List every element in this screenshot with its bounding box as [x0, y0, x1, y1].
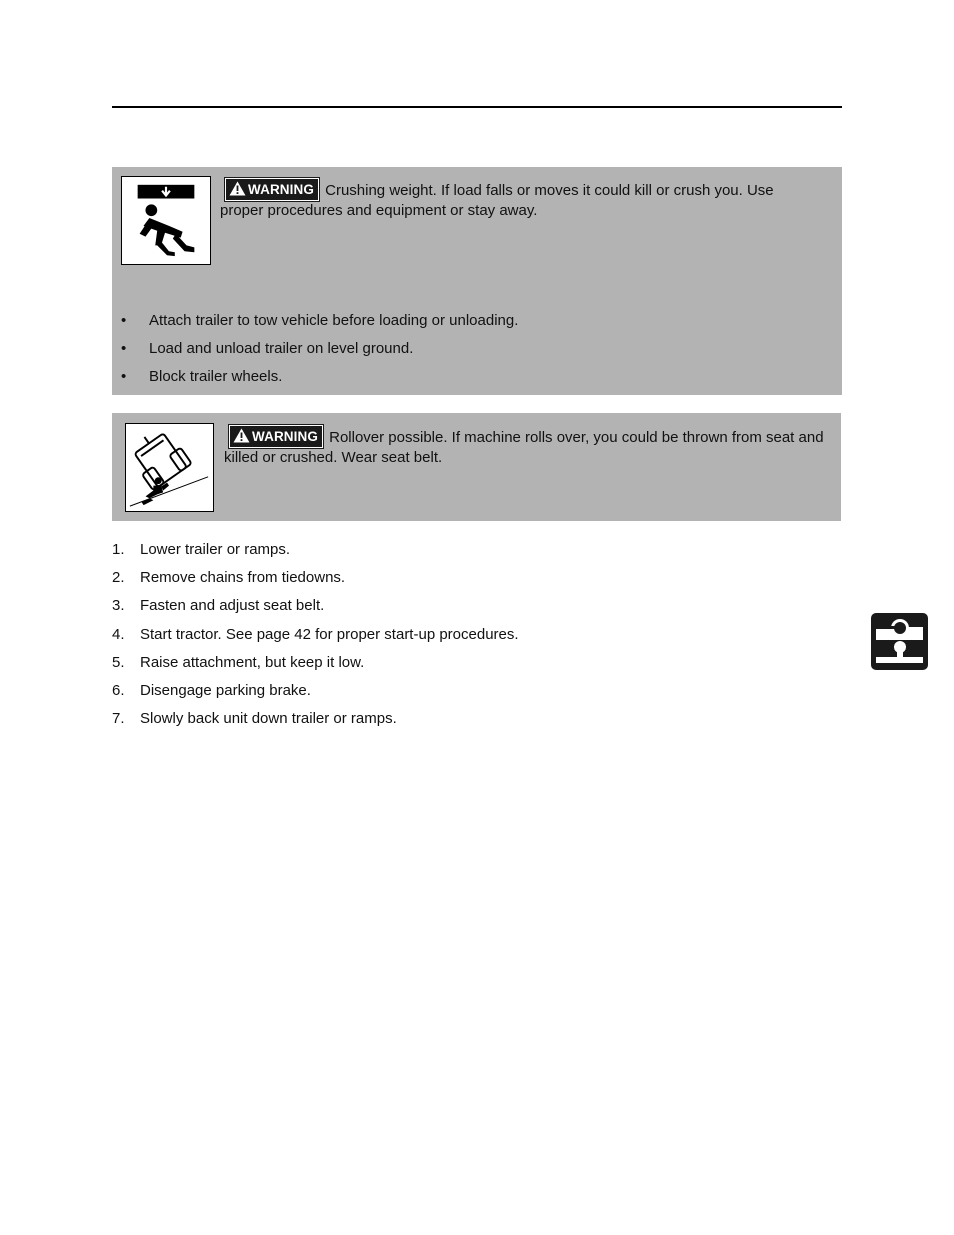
alert-triangle-icon: [233, 428, 250, 443]
list-item: [112, 339, 518, 367]
list-item-text: Load and unload trailer on level ground.: [149, 340, 414, 357]
warning-message: Rollover possible. If machine rolls over, you could be thrown from seat and killed or crushed. Wear seat belt.: [224, 429, 824, 466]
step-number: 1.: [112, 541, 125, 558]
warning-badge-label: WARNING: [248, 182, 314, 197]
list-item-text: Block trailer wheels.: [149, 368, 283, 385]
warning-badge: [225, 178, 319, 201]
step-text: Slowly back unit down trailer or ramps.: [140, 710, 397, 728]
precaution-list: [112, 311, 518, 395]
list-item: [112, 311, 518, 339]
warning-text: [220, 178, 820, 220]
step-number: 7.: [112, 710, 125, 728]
step-text: Disengage parking brake.: [140, 681, 311, 699]
step-number: 6.: [112, 681, 125, 699]
step-item: [112, 625, 519, 653]
step-item: [112, 653, 519, 681]
operating-section-tab-icon[interactable]: [871, 613, 928, 670]
bullet-symbol: •: [121, 340, 127, 357]
step-number: 5.: [112, 653, 125, 671]
warning-badge: [229, 425, 323, 448]
alert-triangle-icon: [229, 181, 246, 196]
step-number: 3.: [112, 597, 125, 615]
warning-box-crushing: [112, 167, 842, 395]
step-item: [112, 568, 519, 596]
list-item: [112, 367, 518, 395]
header-rule: [112, 106, 842, 108]
rollover-pictogram-icon: [125, 423, 214, 512]
step-text: Remove chains from tiedowns.: [140, 569, 346, 587]
step-item: [112, 681, 519, 709]
step-text: Start tractor. See page 42 for proper start-up procedures.: [140, 625, 519, 643]
unloading-steps: [112, 540, 519, 737]
warning-box-rollover: [112, 413, 841, 521]
step-item: [112, 540, 519, 568]
warning-message: Crushing weight. If load falls or moves it could kill or crush you. Use proper procedures and equipment or stay away.: [220, 182, 774, 219]
warning-text: [224, 425, 829, 467]
list-item-text: Attach trailer to tow vehicle before loading or unloading.: [149, 312, 519, 329]
bullet-symbol: •: [121, 368, 127, 385]
warning-badge-label: WARNING: [252, 429, 318, 444]
step-number: 4.: [112, 625, 125, 643]
step-text: Lower trailer or ramps.: [140, 541, 291, 558]
step-item: [112, 709, 519, 737]
step-text: Raise attachment, but keep it low.: [140, 653, 365, 671]
step-item: [112, 596, 519, 624]
step-text: Fasten and adjust seat belt.: [140, 597, 325, 615]
crushing-weight-pictogram-icon: [121, 176, 211, 265]
bullet-symbol: •: [121, 312, 127, 329]
step-number: 2.: [112, 569, 125, 587]
